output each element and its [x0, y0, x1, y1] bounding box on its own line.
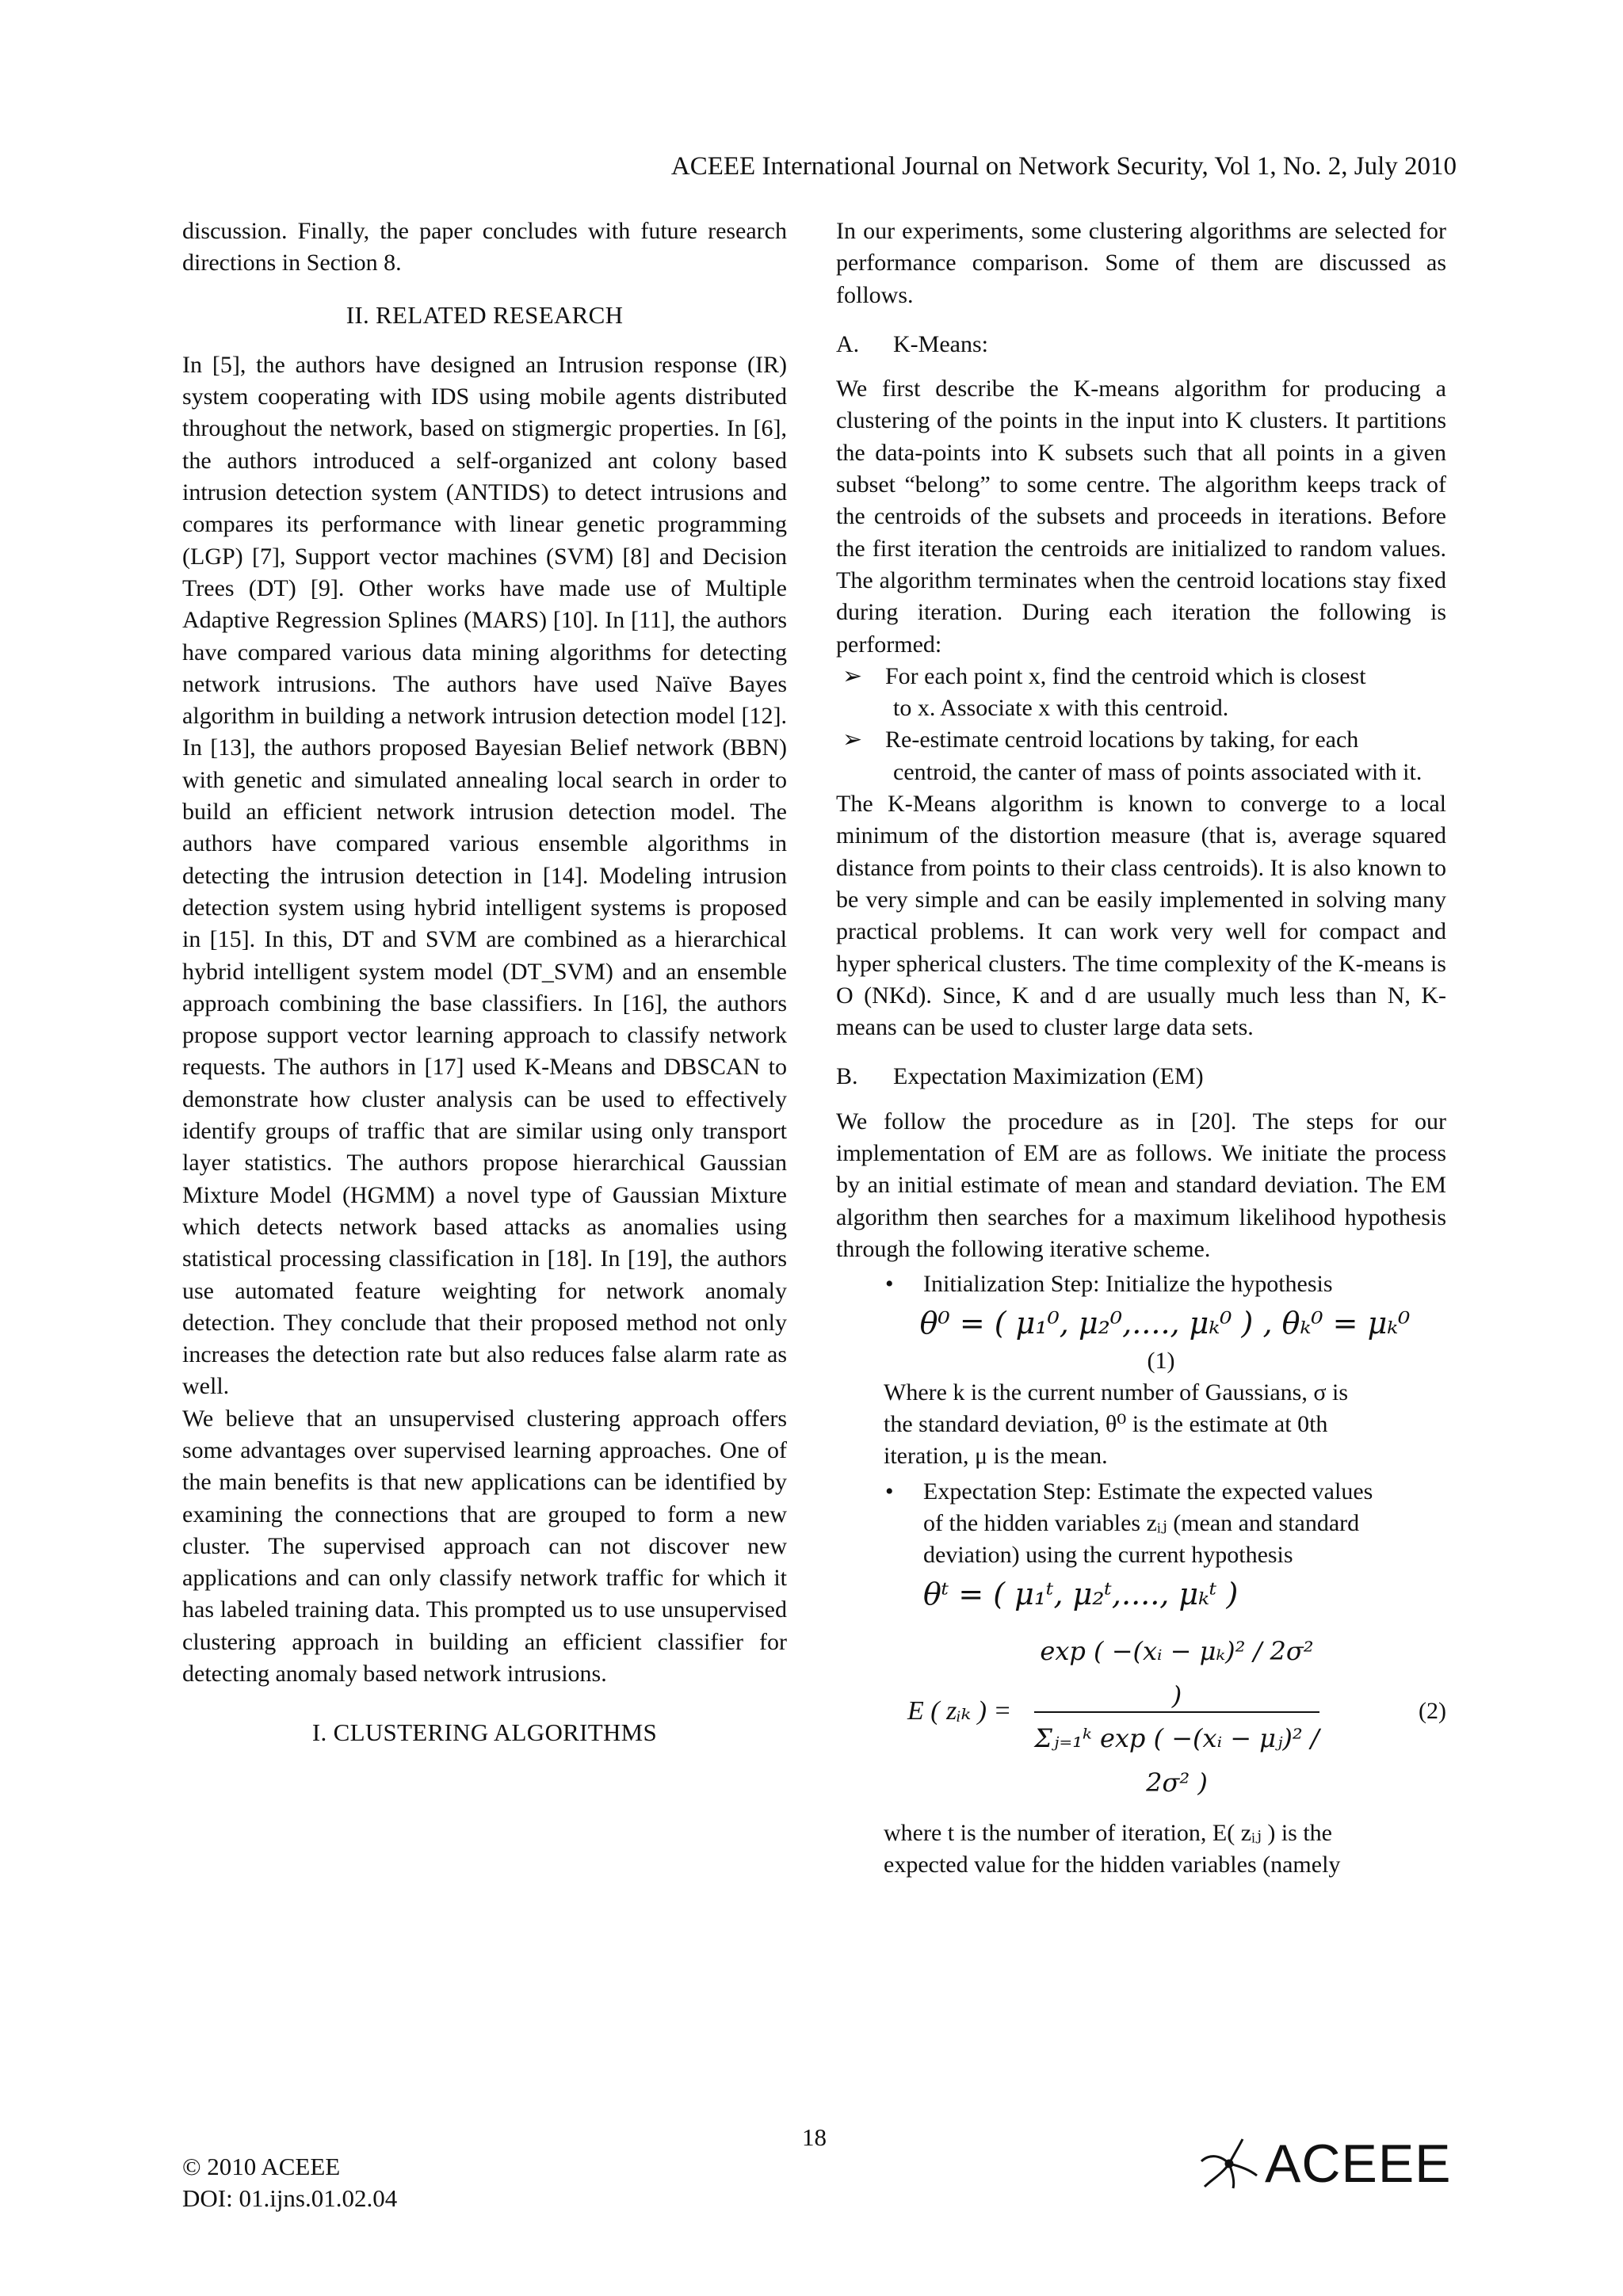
related-research-paragraph: In [5], the authors have designed an Intrusion response (IR) system cooperating with IDS using mobile agents distributed throughout the network, based on stigmergic properties. In [6], the authors introduced a self-organized ant colony based intrusion detection system (ANTIDS) to detect intrusions and compares its performance with linear genetic programming (LGP) [7], Support vector machines (SVM) [8] and Decision Trees (DT) [9]. Other works have made use of Multiple Adaptive Regression Splines (MARS) [10]. In [11], the authors have compared various data mining algorithms for detecting network intrusions. The authors have used Naïve Bayes algorithm in building a network intrusion detection model [12]. In [13], the authors proposed Bayesian Belief network (BBN) with genetic and simulated annealing local search in order to build an efficient network intrusion detection model. The authors have compared various ensemble algorithms in detecting the intrusion detection in [14]. Modeling intrusion detection system using hybrid intelligent systems is proposed in [15]. In this, DT and SVM are combined as a hierarchical hybrid intelligent system model (DT_SVM) and an ensemble approach combining the base classifiers. In [16], the authors propose support vector learning approach to classify network requests. The authors in [17] used K-Means and DBSCAN to demonstrate how cluster analysis can be used to effectively identify groups of traffic that are similar using only transport layer statistics. The authors propose hierarchical Gaussian Mixture Model (HGMM) a novel type of Gaussian Mixture which detects network based attacks as anomalies using statistical processing classification in [18]. In [19], the authors use automated feature weighting for network anomaly detection. They conclude that their proposed method not only increases the detection rate but also reduces false alarm rate as well. [182, 351, 787, 1400]
list-item-text: Initialization Step: Initialize the hypothesis [923, 1271, 1333, 1298]
aceee-logo [1198, 2133, 1452, 2195]
journal-header: ACEEE International Journal on Network Security, Vol 1, No. 2, July 2010 [670, 152, 1457, 181]
subsection-number: A. [836, 330, 860, 357]
clustering-intro-paragraph: In our experiments, some clustering algorithms are selected for performance comparison. Some of them are discussed as follows. [836, 218, 1446, 308]
list-item-text: For each point x, find the centroid which is closest [885, 662, 1366, 689]
where-line: where t is the number of iteration, E( zᵢⱼ ) is the [884, 1819, 1332, 1846]
footer [182, 2151, 397, 2214]
page-number: 18 [802, 2123, 827, 2151]
equation-number-1: (1) [1147, 1347, 1175, 1374]
subsection-number: B. [836, 1063, 858, 1090]
list-item [836, 661, 1446, 692]
doi-text: DOI: 01.ijns.01.02.04 [182, 2184, 398, 2212]
list-item [836, 724, 1446, 756]
equation-2-lhs: E ( zᵢₖ ) = [907, 1695, 1012, 1726]
equation-number-2: (2) [1419, 1697, 1446, 1724]
list-item [836, 1476, 1446, 1508]
dot-bullet-icon: • [885, 1271, 894, 1298]
unsupervised-paragraph: We believe that an unsupervised clustering approach offers some advantages over supervised learning approaches. One of the main benefits is that new applications can be identified by examining the connections that are grouped to form a new cluster. The supervised approach can not discover new applications and can only classify network traffic for which it has labeled training data. This prompted us to use unsupervised clustering approach in building an efficient classifier for detecting anomaly based network intrusions. [182, 1405, 787, 1688]
section-heading-clustering-algorithms: I. CLUSTERING ALGORITHMS [311, 1718, 658, 1747]
logo-wordmark: ACEEE [1265, 2134, 1452, 2194]
intro-tail-paragraph: discussion. Finally, the paper concludes with future research directions in Section 8. [182, 218, 787, 277]
list-item-continuation: to x. Associate x with this centroid. [893, 695, 1229, 722]
equation-2 [836, 1623, 1446, 1805]
left-column [182, 215, 787, 1768]
dot-bullet-icon: • [885, 1478, 894, 1505]
star-swirl-icon [1198, 2138, 1260, 2190]
equation-theta-t: θᵗ = ( μ₁ᵗ, μ₂ᵗ,...., μₖᵗ ) [923, 1576, 1239, 1611]
equation-1: θ⁰ = ( μ₁⁰, μ₂⁰,...., μₖ⁰ ) , θₖ⁰ = μₖ⁰ [919, 1305, 1411, 1341]
subsection-heading-kmeans [836, 329, 1446, 360]
equation-2-fraction [1034, 1629, 1319, 1798]
em-paragraph: We follow the procedure as in [20]. The steps for our implementation of EM are as follows. We initiate the process by an initial estimate of mean and standard deviation. The EM algorithm then searches for a maximum likelihood hypothesis through the following iterative scheme. [836, 1108, 1446, 1262]
equation-explanation-line: Where k is the current number of Gaussians, σ is [884, 1379, 1349, 1405]
list-item-continuation: of the hidden variables zᵢⱼ (mean and standard [923, 1509, 1360, 1536]
arrow-bullet-icon: ➢ [842, 662, 863, 689]
arrow-bullet-icon: ➢ [842, 727, 863, 753]
subsection-title: Expectation Maximization (EM) [893, 1063, 1204, 1090]
kmeans-paragraph: We first describe the K-means algorithm for producing a clustering of the points in the input into K clusters. It partitions the data-points into K subsets such that all points in a given subset “belong” to some centre. The algorithm keeps track of the centroids of the subsets and proceeds in iterations. Before the first iteration the centroids are initialized to random values. The algorithm terminates when the centroid locations stay fixed during iteration. During each iteration the following is performed: [836, 376, 1446, 658]
where-line: expected value for the hidden variables (namely [884, 1851, 1341, 1878]
subsection-title: K-Means: [893, 330, 988, 357]
equation-2-denominator: Σⱼ₌₁ᵏ exp ( −(xᵢ − μⱼ)² / 2σ² ) [1034, 1722, 1319, 1798]
section-heading-related-research: II. RELATED RESEARCH [346, 300, 624, 329]
equation-explanation-line: iteration, μ is the mean. [884, 1443, 1108, 1470]
equation-2-numerator: exp ( −(xᵢ − μₖ)² / 2σ² ) [1040, 1635, 1314, 1711]
list-item-continuation: deviation) using the current hypothesis [923, 1542, 1293, 1569]
subsection-heading-em [836, 1061, 1446, 1093]
right-column [836, 215, 1446, 1881]
kmeans-properties-paragraph: The K-Means algorithm is known to converge to a local minimum of the distortion measure (that is, average squared distance from points to their class centroids). It is also known to be very simple and can be easily implemented in solving many practical problems. It can work very well for compact and hyper spherical clusters. The time complexity of the K-means is O (NKd). Since, K and d are usually much less than N, K-means can be used to cluster large data sets. [836, 791, 1446, 1041]
list-item-continuation: centroid, the canter of mass of points associated with it. [893, 758, 1423, 785]
list-item [836, 1268, 1446, 1300]
list-item-text: Re-estimate centroid locations by taking, for each [885, 727, 1359, 753]
copyright-text: © 2010 ACEEE [182, 2153, 341, 2180]
equation-explanation-line: the standard deviation, θ⁰ is the estimate at 0th [884, 1411, 1328, 1438]
list-item-text: Expectation Step: Estimate the expected values [923, 1478, 1373, 1505]
